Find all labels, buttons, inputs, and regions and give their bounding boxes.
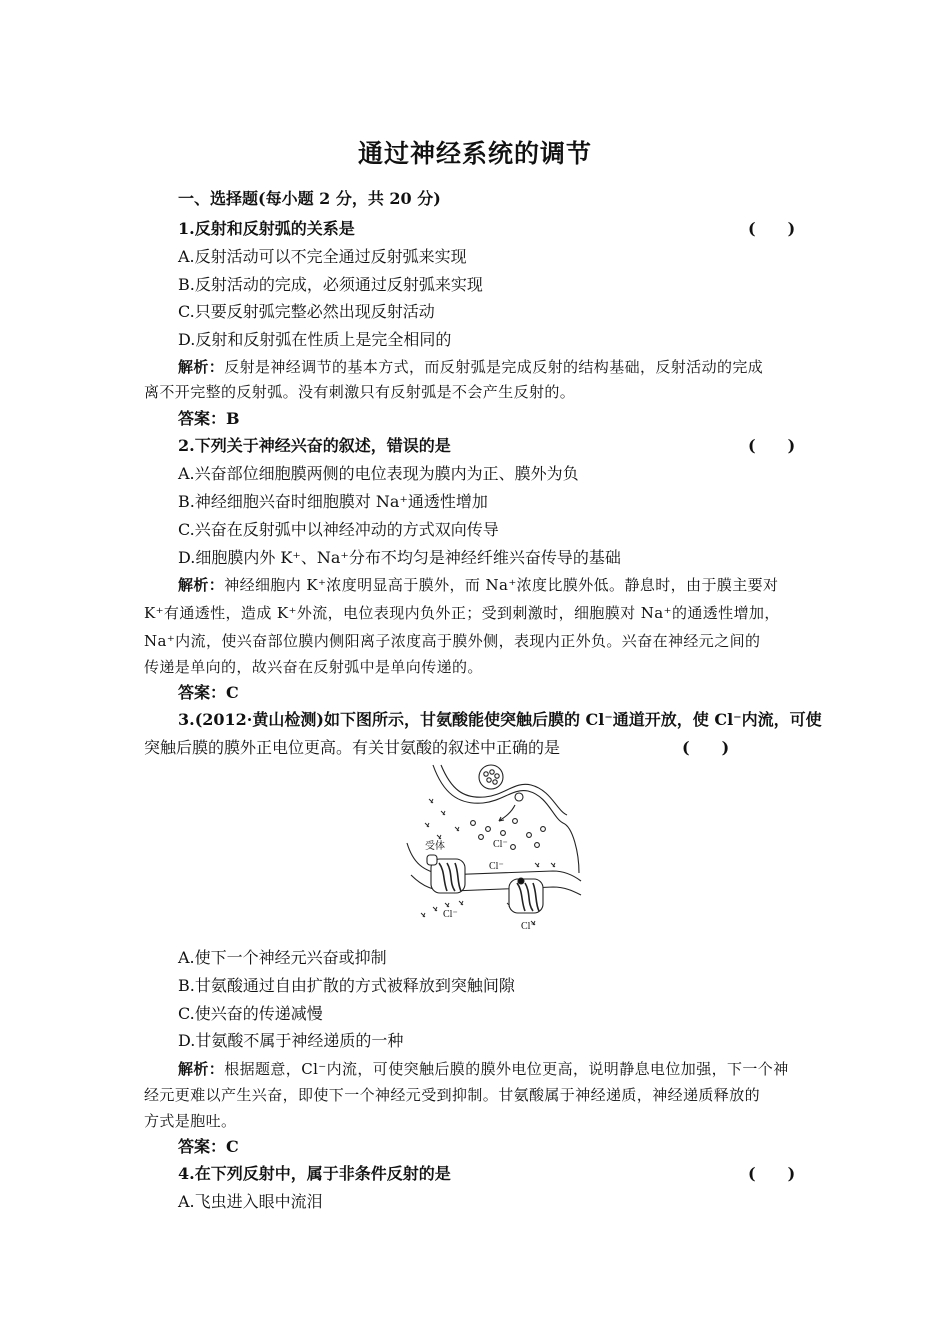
q1-option-d: D.反射和反射弧在性质上是完全相同的 — [178, 330, 452, 349]
receptor-label: 受体 — [425, 841, 445, 852]
q3-answer-blank: ( ) — [682, 738, 730, 757]
q2-analysis-line2: K⁺有通透性，造成 K⁺外流，电位表现内负外正；受到刺激时，细胞膜对 Na⁺的通透性增加， — [144, 604, 780, 622]
q4-answer-blank: ( ) — [748, 1164, 796, 1183]
q2-answer-blank: ( ) — [748, 436, 796, 455]
release-arrow — [499, 805, 515, 821]
page-title: 通过神经系统的调节 — [357, 139, 592, 168]
q3-analysis-line1: 解析：根据题意，Cl⁻内流，可使突触后膜的膜外电位更高，说明静息电位加强，下一个神 — [178, 1060, 789, 1078]
q3-option-a: A.使下一个神经元兴奋或抑制 — [178, 948, 387, 967]
q1-analysis-label: 解析： — [178, 358, 225, 376]
q1-analysis-line1: 解析：反射是神经调节的基本方式，而反射弧是完成反射的结构基础，反射活动的完成 — [178, 358, 764, 376]
section-heading: 一、选择题(每小题 2 分，共 20 分) — [178, 189, 441, 208]
q3-analysis-line2: 经元更难以产生兴奋，即使下一个神经元受到抑制。甘氨酸属于神经递质，神经递质释放的 — [144, 1086, 761, 1104]
q3-stem-line2: 突触后膜的膜外正电位更高。有关甘氨酸的叙述中正确的是 — [144, 738, 561, 757]
q2-option-c: C.兴奋在反射弧中以神经冲动的方式双向传导 — [178, 520, 499, 539]
q2-analysis-line3: Na⁺内流，使兴奋部位膜内侧阳离子浓度高于膜外侧，表现内正外负。兴奋在神经元之间的 — [144, 632, 761, 650]
q2-option-b: B.神经细胞兴奋时细胞膜对 Na⁺通透性增加 — [178, 492, 488, 511]
cl-label-4: Cl⁻ — [521, 921, 536, 932]
q3-option-d: D.甘氨酸不属于神经递质的一种 — [178, 1031, 404, 1050]
synapse-figure — [403, 763, 583, 943]
q2-stem: 2.下列关于神经兴奋的叙述，错误的是 — [178, 436, 451, 455]
q1-analysis-line2: 离不开完整的反射弧。没有刺激只有反射弧是不会产生反射的。 — [144, 383, 576, 401]
q2-option-a: A.兴奋部位细胞膜两侧的电位表现为膜内为正、膜外为负 — [178, 464, 579, 483]
q2-analysis-line1: 解析：神经细胞内 K⁺浓度明显高于膜外，而 Na⁺浓度比膜外低。静息时，由于膜主要对 — [178, 576, 779, 594]
q1-option-a: A.反射活动可以不完全通过反射弧来实现 — [178, 247, 467, 266]
cl-label-1: Cl⁻ — [493, 839, 508, 850]
receptor-channel-1 — [427, 855, 465, 893]
presynaptic-membrane-inner — [441, 765, 567, 815]
synapse-diagram — [403, 763, 583, 943]
q2-answer: 答案：C — [178, 683, 239, 702]
release-vesicle — [515, 793, 523, 801]
q2-option-d: D.细胞膜内外 K⁺、Na⁺分布不均匀是神经纤维兴奋传导的基础 — [178, 548, 621, 567]
q2-analysis-label: 解析： — [178, 576, 225, 594]
q3-stem-line1: 3.(2012·黄山检测)如下图所示，甘氨酸能使突触后膜的 Cl⁻通道开放，使 Cl⁻内流，可使 — [178, 710, 822, 729]
q3-option-c: C.使兴奋的传递减慢 — [178, 1004, 323, 1023]
receptor-channel-2 — [509, 878, 543, 913]
q3-answer: 答案：C — [178, 1137, 239, 1156]
q1-answer-blank: ( ) — [748, 219, 796, 238]
cl-label-3: Cl⁻ — [443, 909, 458, 920]
cl-label-2: Cl⁻ — [489, 861, 504, 872]
q1-stem: 1.反射和反射弧的关系是 — [178, 219, 355, 238]
presynaptic-membrane — [433, 765, 579, 873]
q4-stem: 4.在下列反射中，属于非条件反射的是 — [178, 1164, 451, 1183]
q3-analysis-label: 解析： — [178, 1060, 225, 1078]
q3-option-b: B.甘氨酸通过自由扩散的方式被释放到突触间隙 — [178, 976, 515, 995]
q1-option-b: B.反射活动的完成，必须通过反射弧来实现 — [178, 275, 483, 294]
q4-option-a: A.飞虫进入眼中流泪 — [178, 1192, 323, 1211]
q3-analysis-line3: 方式是胞吐。 — [144, 1112, 237, 1130]
q1-answer: 答案：B — [178, 409, 240, 428]
q1-option-c: C.只要反射弧完整必然出现反射活动 — [178, 302, 435, 321]
q2-analysis-line4: 传递是单向的，故兴奋在反射弧中是单向传递的。 — [144, 658, 483, 676]
